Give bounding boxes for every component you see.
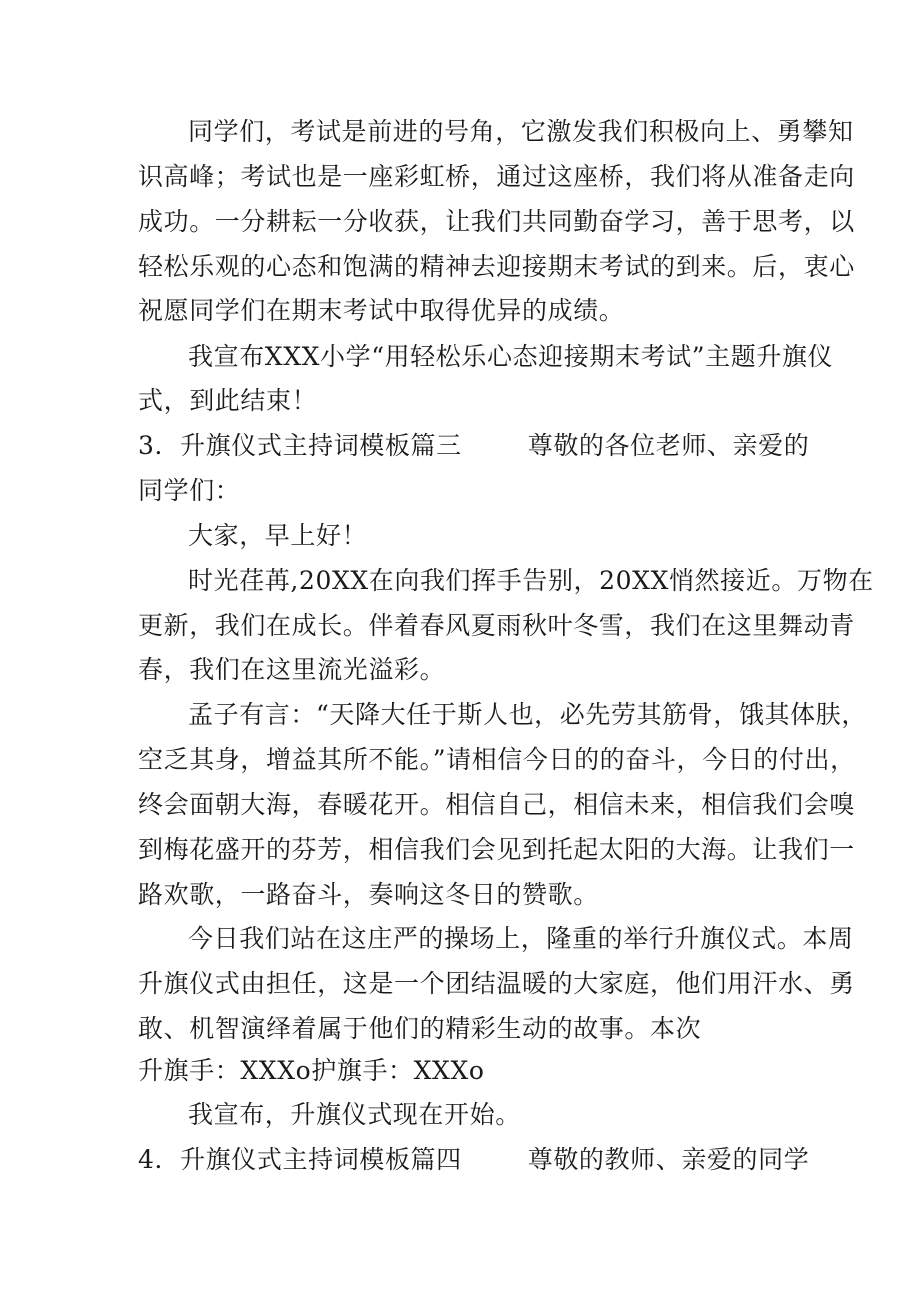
paragraph-line: 敢、机智演绎着属于他们的精彩生动的故事。本次 <box>138 1014 702 1043</box>
paragraph-line: 路欢歌，一路奋斗，奏响这冬日的赞歌。 <box>138 880 599 909</box>
paragraph-line: 孟子有言：“天降大任于斯人也，必先劳其筋骨，饿其体肤， <box>188 700 867 729</box>
paragraph-line: 识高峰；考试也是一座彩虹桥，通过这座桥，我们将从准备走向 <box>138 162 855 191</box>
paragraph-line: 同学们： <box>138 476 241 505</box>
paragraph-line: 我宣布XXX小学“用轻松乐心态迎接期末考试”主题升旗仪 <box>188 342 834 371</box>
paragraph-line: 升旗仪式由担任，这是一个团结温暖的大家庭，他们用汗水、勇 <box>138 969 855 998</box>
paragraph-line: 轻松乐观的心态和饱满的精神去迎接期末考试的到来。后，衷心 <box>138 252 855 281</box>
paragraph-line: 春，我们在这里流光溢彩。 <box>138 655 446 684</box>
paragraph-line: 式，到此结束！ <box>138 386 318 415</box>
salutation: 尊敬的各位老师、亲爱的 <box>527 431 810 460</box>
paragraph-line: 时光荏苒,20XX在向我们挥手告别，20XX悄然接近。万物在 <box>188 566 874 595</box>
paragraph-line: 大家，早上好！ <box>188 521 368 550</box>
paragraph-line: 到梅花盛开的芬芳，相信我们会见到托起太阳的大海。让我们一 <box>138 835 855 864</box>
section-heading-3 <box>138 431 809 461</box>
paragraph-line: 成功。一分耕耘一分收获，让我们共同勤奋学习，善于思考，以 <box>138 207 855 236</box>
section-title: 3．升旗仪式主持词模板篇三 <box>138 431 462 460</box>
salutation: 尊敬的教师、亲爱的同学 <box>527 1145 810 1174</box>
section-heading-4 <box>138 1145 809 1175</box>
section-title: 4．升旗仪式主持词模板篇四 <box>138 1145 462 1174</box>
paragraph-line: 升旗手：XXXo护旗手：XXXo <box>138 1056 485 1085</box>
paragraph-line: 空乏其身，增益其所不能。”请相信今日的的奋斗，今日的付出， <box>138 745 856 774</box>
paragraph-line: 我宣布，升旗仪式现在开始。 <box>188 1100 521 1129</box>
paragraph-line: 祝愿同学们在期末考试中取得优异的成绩。 <box>138 296 625 325</box>
paragraph-line: 更新，我们在成长。伴着春风夏雨秋叶冬雪，我们在这里舞动青 <box>138 611 855 640</box>
paragraph-line: 终会面朝大海，春暖花开。相信自己，相信未来，相信我们会嗅 <box>138 790 855 819</box>
paragraph-line: 今日我们站在这庄严的操场上，隆重的举行升旗仪式。本周 <box>188 924 854 953</box>
paragraph-line: 同学们，考试是前进的号角，它激发我们积极向上、勇攀知 <box>188 117 854 146</box>
